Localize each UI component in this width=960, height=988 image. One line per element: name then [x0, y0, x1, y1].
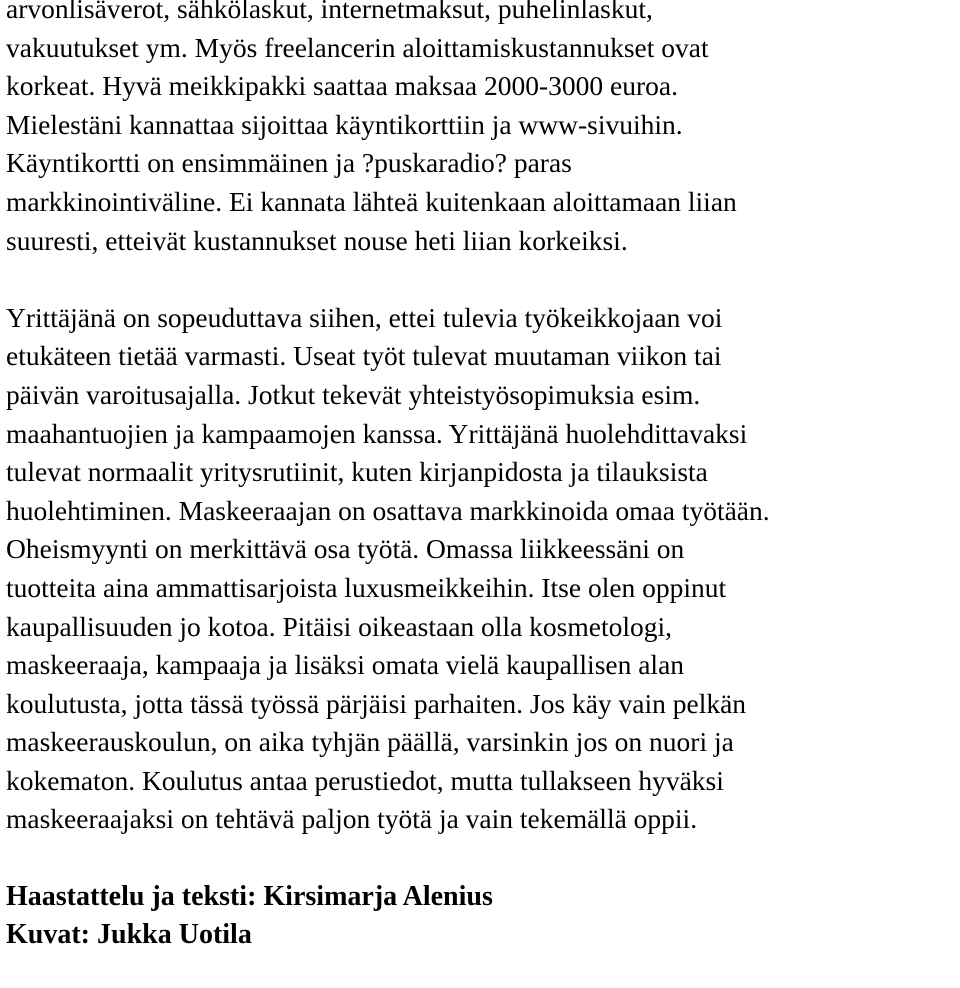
text-line: Yrittäjänä on sopeuduttava siihen, ettei tulevia työkeikkojaan voi: [6, 301, 723, 333]
text-line: korkeat. Hyvä meikkipakki saattaa maksaa 2000-3000 euroa.: [6, 70, 678, 102]
text-line: Käyntikortti on ensimmäinen ja ?puskaradio? paras: [6, 147, 572, 179]
text-line: tulevat normaalit yritysrutiinit, kuten kirjanpidosta ja tilauksista: [6, 456, 708, 488]
text-line: Mielestäni kannattaa sijoittaa käyntikorttiin ja www-sivuihin.: [6, 108, 683, 140]
paragraph-spacer: [6, 839, 956, 878]
text-line: huolehtiminen. Maskeeraajan on osattava markkinoida omaa työtään.: [6, 494, 770, 526]
text-line: markkinointiväline. Ei kannata lähteä kuitenkaan aloittamaan liian: [6, 185, 737, 217]
text-line: maskeeraaja, kampaaja ja lisäksi omata vielä kaupallisen alan: [6, 649, 685, 681]
photo-credit: Kuvat: Jukka Uotila: [6, 919, 252, 951]
text-line: maskeerauskoulun, on aika tyhjän päällä, varsinkin jos on nuori ja: [6, 726, 734, 758]
article-credits: [6, 878, 956, 955]
text-line: etukäteen tietää varmasti. Useat työt tulevat muutaman viikon tai: [6, 340, 722, 372]
paragraph-spacer: [6, 260, 956, 299]
text-line: arvonlisäverot, sähkölaskut, internetmaksut, puhelinlaskut,: [6, 0, 653, 24]
paragraph-entrepreneurship: [6, 299, 956, 839]
text-line: vakuutukset ym. Myös freelancerin aloittamiskustannukset ovat: [6, 31, 709, 63]
text-line: suuresti, etteivät kustannukset nouse heti liian korkeiksi.: [6, 224, 628, 256]
text-line: tuotteita aina ammattisarjoista luxusmeikkeihin. Itse olen oppinut: [6, 571, 727, 603]
text-line: maskeeraajaksi on tehtävä paljon työtä ja vain tekemällä oppii.: [6, 803, 698, 835]
text-line: koulutusta, jotta tässä työssä pärjäisi parhaiten. Jos käy vain pelkän: [6, 687, 747, 719]
text-line: Oheismyynti on merkittävä osa työtä. Omassa liikkeessäni on: [6, 533, 685, 565]
text-line: maahantuojien ja kampaamojen kanssa. Yrittäjänä huolehdittavaksi: [6, 417, 748, 449]
text-line: kaupallisuuden jo kotoa. Pitäisi oikeastaan olla kosmetologi,: [6, 610, 673, 642]
document-page: [6, 0, 956, 955]
text-line: päivän varoitusajalla. Jotkut tekevät yhteistyösopimuksia esim.: [6, 378, 701, 410]
text-line: kokematon. Koulutus antaa perustiedot, mutta tullakseen hyväksi: [6, 764, 724, 796]
paragraph-costs: [6, 0, 956, 260]
interview-credit: Haastattelu ja teksti: Kirsimarja Alenius: [6, 880, 493, 912]
